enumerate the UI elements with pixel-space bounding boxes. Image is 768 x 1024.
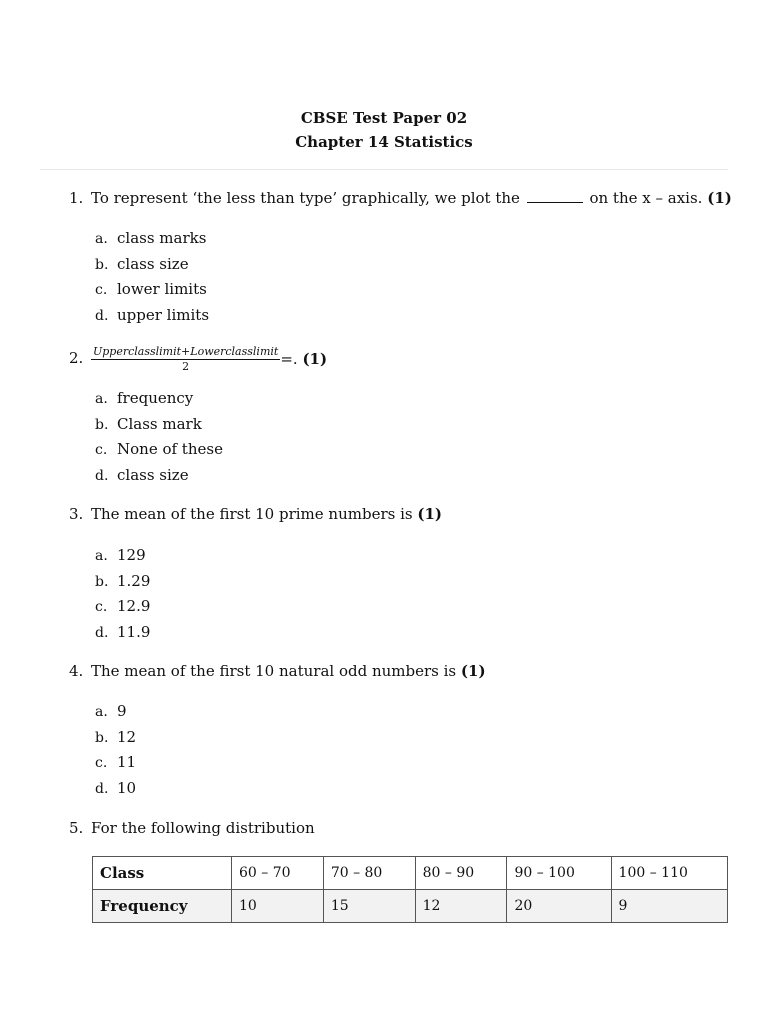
option-letter: b.: [95, 416, 109, 433]
table-cell: 100 – 110: [611, 857, 727, 890]
question-number: 4.: [69, 662, 84, 680]
options-list-1: [95, 228, 209, 330]
option-b: [95, 571, 150, 597]
option-c: [95, 596, 150, 622]
option-a: [95, 388, 223, 414]
question-4: [69, 661, 739, 681]
option-letter: c.: [95, 282, 108, 299]
question-number: 2.: [69, 349, 84, 367]
option-letter: c.: [95, 599, 108, 616]
option-text: 12.9: [117, 597, 151, 616]
option-d: [95, 778, 136, 804]
option-a: [95, 545, 150, 571]
option-text: 11: [117, 753, 137, 772]
option-text: class size: [117, 465, 189, 484]
option-b: [95, 254, 209, 280]
option-letter: a.: [95, 391, 108, 407]
question-marks: (1): [707, 189, 732, 207]
question-number: 1.: [69, 189, 84, 207]
option-c: [95, 752, 136, 778]
question-marks: (1): [417, 505, 443, 523]
question-text: The mean of the first 10 prime numbers is: [91, 505, 413, 523]
fraction: [91, 345, 280, 374]
option-c: [95, 279, 209, 305]
option-d: [95, 465, 223, 491]
option-letter: b.: [95, 573, 109, 590]
question-text: The mean of the first 10 natural odd numbers is: [91, 662, 457, 680]
option-letter: c.: [95, 442, 108, 459]
options-list-3: [95, 545, 150, 647]
option-text: 1.29: [117, 571, 151, 590]
option-letter: c.: [95, 755, 108, 772]
table-cell: 9: [611, 890, 727, 923]
table-row-class: [93, 857, 728, 890]
question-number: 3.: [69, 505, 84, 523]
option-a: [95, 228, 209, 254]
equation-tail: =.: [280, 350, 298, 368]
option-letter: d.: [95, 780, 109, 797]
option-letter: d.: [95, 307, 109, 324]
question-number: 5.: [69, 819, 84, 837]
options-list-4: [95, 701, 136, 803]
option-text: 129: [117, 546, 146, 564]
option-letter: b.: [95, 256, 109, 273]
question-marks: (1): [302, 350, 328, 368]
option-letter: a.: [95, 548, 108, 564]
option-d: [95, 622, 150, 648]
options-list-2: [95, 388, 223, 490]
question-1: [69, 188, 739, 208]
option-text: 11.9: [117, 622, 151, 641]
option-text: None of these: [117, 440, 223, 459]
distribution-table: [92, 856, 728, 923]
option-a: [95, 701, 136, 727]
table-header-class: Class: [93, 857, 232, 890]
question-text: For the following distribution: [91, 819, 315, 837]
option-text: 10: [117, 778, 137, 797]
header-divider: [40, 169, 728, 170]
table-header-frequency: Frequency: [93, 890, 232, 923]
option-text: Class mark: [117, 414, 202, 433]
table-cell: 12: [415, 890, 507, 923]
option-letter: d.: [95, 467, 109, 484]
question-text-before: To represent ‘the less than type’ graphically, we plot the: [91, 189, 520, 207]
option-text: class size: [117, 254, 189, 273]
table-cell: 15: [323, 890, 415, 923]
option-text: frequency: [117, 389, 194, 407]
page-subtitle: Chapter 14 Statistics: [295, 133, 473, 151]
question-3: [69, 504, 739, 524]
fraction-denominator: 2: [182, 359, 190, 373]
question-5: [69, 818, 739, 838]
option-letter: a.: [95, 231, 108, 247]
table-cell: 10: [232, 890, 324, 923]
table-row-frequency: [93, 890, 728, 923]
option-d: [95, 305, 209, 331]
page-header: [0, 106, 768, 154]
table-cell: 70 – 80: [323, 857, 415, 890]
page-title: CBSE Test Paper 02: [300, 109, 468, 127]
option-c: [95, 439, 223, 465]
table-cell: 20: [507, 890, 611, 923]
option-letter: b.: [95, 729, 109, 746]
option-b: [95, 727, 136, 753]
question-marks: (1): [460, 662, 486, 680]
option-b: [95, 414, 223, 440]
question-2: [69, 340, 739, 377]
option-text: lower limits: [117, 280, 207, 299]
question-text-after: on the x – axis.: [589, 189, 703, 207]
option-text: class marks: [117, 229, 207, 247]
option-letter: d.: [95, 624, 109, 641]
option-text: 12: [117, 727, 137, 746]
option-text: upper limits: [117, 305, 210, 324]
table-cell: 90 – 100: [507, 857, 611, 890]
fill-in-blank: [527, 190, 583, 203]
option-text: 9: [117, 702, 127, 720]
table-cell: 60 – 70: [232, 857, 324, 890]
table-cell: 80 – 90: [415, 857, 507, 890]
option-letter: a.: [95, 704, 108, 720]
fraction-numerator: Upperclasslimit+Lowerclasslimit: [93, 344, 279, 358]
